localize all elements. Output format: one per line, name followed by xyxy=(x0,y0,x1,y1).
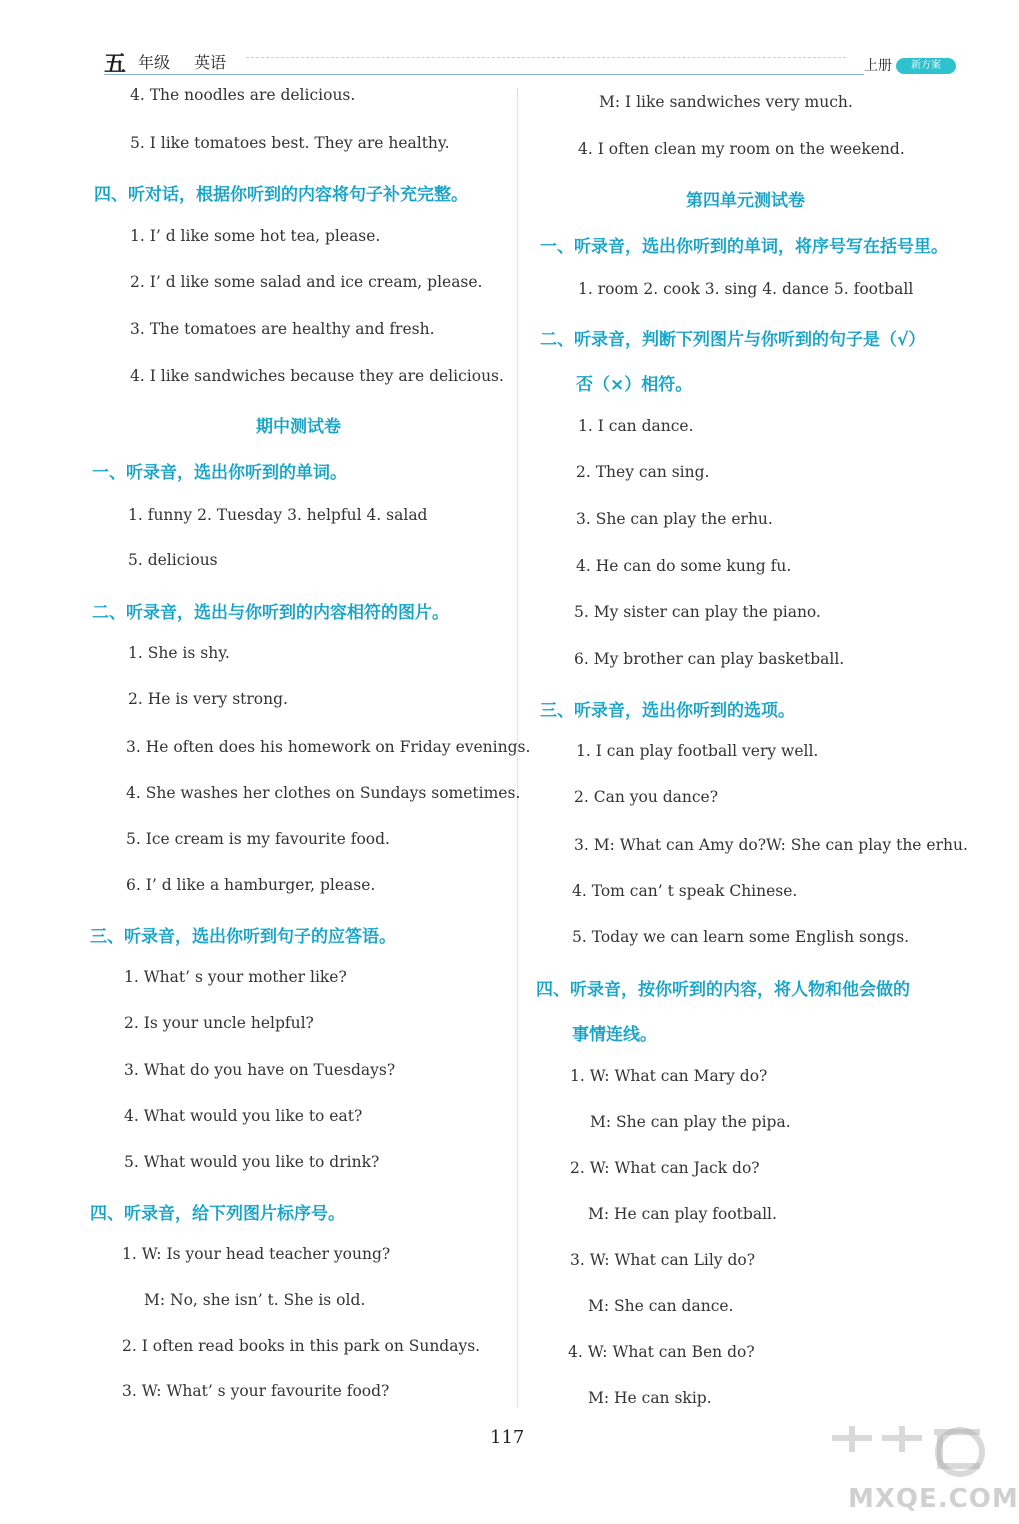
text-line: 2. W: What can Jack do? xyxy=(570,1159,760,1177)
section-heading: 二、听录音，判断下列图片与你听到的句子是（√） xyxy=(540,330,926,350)
text-line: 1. I’ d like some hot tea, please. xyxy=(130,227,381,245)
text-line: 3. W: What can Lily do? xyxy=(570,1251,756,1269)
text-line: 2. They can sing. xyxy=(576,463,710,481)
text-line: 4. Tom can’ t speak Chinese. xyxy=(572,882,798,900)
section-heading: 三、听录音，选出你听到句子的应答语。 xyxy=(90,927,396,947)
section-heading: 四、听录音，按你听到的内容，将人物和他会做的 xyxy=(536,980,910,1000)
text-line: 1. W: Is your head teacher young? xyxy=(122,1245,391,1263)
text-line: 2. I often read books in this park on Sundays. xyxy=(122,1337,481,1355)
section-heading: 否（×）相符。 xyxy=(576,375,693,395)
section-heading: 一、听录音，选出你听到的单词，将序号写在括号里。 xyxy=(540,237,948,257)
volume-label: 上册 xyxy=(864,58,892,74)
text-line: 1. She is shy. xyxy=(128,644,230,662)
text-line: 1. What’ s your mother like? xyxy=(124,968,347,986)
text-line: 6. My brother can play basketball. xyxy=(574,650,845,668)
section-heading: 事情连线。 xyxy=(572,1025,657,1045)
header-rule xyxy=(104,74,864,75)
text-line: 5. delicious xyxy=(128,551,218,569)
text-line: 4. The noodles are delicious. xyxy=(130,86,356,104)
text-line: 5. What would you like to drink? xyxy=(124,1153,380,1171)
section-heading: 二、听录音，选出与你听到的内容相符的图片。 xyxy=(92,603,449,623)
page-header xyxy=(0,0,1000,80)
section-heading: 四、听对话，根据你听到的内容将句子补充完整。 xyxy=(94,185,468,205)
test-title: 第四单元测试卷 xyxy=(686,191,805,211)
page-number: 117 xyxy=(490,1427,525,1448)
text-line: M: He can play football. xyxy=(588,1205,777,1223)
text-line: 3. The tomatoes are healthy and fresh. xyxy=(130,320,435,338)
section-heading: 一、听录音，选出你听到的单词。 xyxy=(92,463,347,483)
text-line: 3. She can play the erhu. xyxy=(576,510,773,528)
text-line: 5. My sister can play the piano. xyxy=(574,603,821,621)
text-line: 2. Is your uncle helpful? xyxy=(124,1014,314,1032)
text-line: M: He can skip. xyxy=(588,1389,712,1407)
text-line: 4. I like sandwiches because they are delicious. xyxy=(130,367,504,385)
text-line: 1. W: What can Mary do? xyxy=(570,1067,768,1085)
watermark-text: MXQE.COM xyxy=(848,1484,1019,1514)
text-line: 4. I often clean my room on the weekend. xyxy=(578,140,905,158)
section-heading: 四、听录音，给下列图片标序号。 xyxy=(90,1204,345,1224)
text-line: 1. I can play football very well. xyxy=(576,742,819,760)
text-line: 1. I can dance. xyxy=(578,417,694,435)
header-dashed-rule xyxy=(246,57,846,58)
text-line: 4. She washes her clothes on Sundays sometimes. xyxy=(126,784,521,802)
text-line: 4. He can do some kung fu. xyxy=(576,557,792,575)
text-line: 1. funny 2. Tuesday 3. helpful 4. salad xyxy=(128,506,428,524)
text-line: 2. Can you dance? xyxy=(574,788,719,806)
text-line: 4. W: What can Ben do? xyxy=(568,1343,755,1361)
text-line: M: She can dance. xyxy=(588,1297,734,1315)
text-line: 5. Ice cream is my favourite food. xyxy=(126,830,390,848)
text-line: 3. W: What’ s your favourite food? xyxy=(122,1382,390,1400)
test-title: 期中测试卷 xyxy=(256,417,341,437)
text-line: 1. room 2. cook 3. sing 4. dance 5. football xyxy=(578,280,914,298)
grade-label: 年级 xyxy=(138,53,171,72)
text-line: 4. What would you like to eat? xyxy=(124,1107,363,1125)
text-line: 2. He is very strong. xyxy=(128,690,288,708)
text-line: 3. What do you have on Tuesdays? xyxy=(124,1061,396,1079)
text-line: M: She can play the pipa. xyxy=(590,1113,791,1131)
subject-label: 英语 xyxy=(194,53,227,72)
text-line: 5. Today we can learn some English songs. xyxy=(572,928,910,946)
text-line: 3. M: What can Amy do?W: She can play the erhu. xyxy=(574,836,968,854)
series-badge: 新方案 xyxy=(896,58,956,74)
text-line: M: I like sandwiches very much. xyxy=(599,93,853,111)
text-line: 2. I’ d like some salad and ice cream, please. xyxy=(130,273,483,291)
grade-number: 五 xyxy=(104,51,127,77)
text-line: M: No, she isn’ t. She is old. xyxy=(144,1291,366,1309)
text-line: 6. I’ d like a hamburger, please. xyxy=(126,876,376,894)
section-heading: 三、听录音，选出你听到的选项。 xyxy=(540,701,795,721)
text-line: 5. I like tomatoes best. They are healthy. xyxy=(130,134,450,152)
text-line: 3. He often does his homework on Friday evenings. xyxy=(126,738,531,756)
